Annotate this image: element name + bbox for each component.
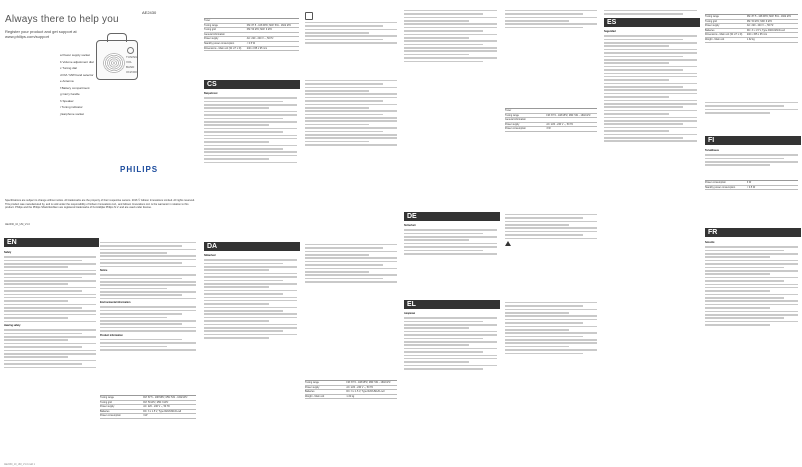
- section-heading: Sikkerhed: [204, 254, 216, 257]
- page-cs-da: [201, 0, 401, 467]
- warning-icon: [505, 241, 511, 246]
- section-heading: Bezpečnost: [204, 92, 218, 95]
- table-row: Tuning range FM: 87.5 - 108 MHz; MW: 531 - 1602 kHz: [705, 15, 798, 20]
- section-heading: Hearing safety: [4, 324, 21, 328]
- table-row: Tuner: [505, 109, 597, 114]
- legend-item: e Antenna: [60, 79, 74, 83]
- table-row: Batteries DC: 3 x 1.5 V, Type R20/UM1/D-cell: [305, 390, 397, 395]
- table-row: Power consumption 3 W: [705, 181, 798, 186]
- table-row: Power consumption 3 W: [100, 414, 196, 419]
- parts-legend: [60, 52, 94, 117]
- lang-bar-cs: CS: [204, 80, 300, 89]
- legend-item: j Earphone socket: [60, 111, 85, 116]
- table-row: Batteries DC: 3 x 1.5 V, Type R20/UM1/D-cell: [705, 29, 798, 34]
- section-heading: Ασφάλεια: [404, 312, 416, 315]
- lang-bar-en: EN: [4, 238, 99, 247]
- lang-bar-el: EL: [404, 300, 500, 309]
- handle-shape: [107, 33, 127, 42]
- en-column-2: [100, 240, 196, 462]
- table-row: Standby power consumption < 0.5 W: [204, 42, 299, 47]
- legend-item: c Tuning dial: [60, 66, 77, 70]
- device-label: BAND: [126, 65, 135, 69]
- page-cover: [0, 0, 201, 467]
- table-row: Tuning grid FM: 50 kHz; MW: 9 kHz: [705, 20, 798, 25]
- cover-title: Always there to help you: [5, 14, 119, 25]
- el-column-2: [505, 300, 597, 460]
- en-spec-table: [100, 395, 196, 419]
- legal-notes: Specifications are subject to change without notice. All trademarks are the property of their respective owners. 2016 © Gibson Innovations Limited. All rights reserved. This product was manufactured by, and is sold under the responsibility of Gibson Innovations Ltd., and Gibson Innovations Ltd. is the warrantor in relation to this product. Philips and the Philips Shield Emblem are registered trademarks of Koninklijke Philips N.V. and are used under license.: [5, 199, 195, 209]
- es-column-1: [604, 29, 697, 461]
- recycle-icon: [305, 12, 313, 20]
- spec-table: [204, 18, 299, 51]
- table-row: Tuning range FM: 87.5 - 108 MHz; MW: 531 - 1602 kHz: [305, 381, 397, 386]
- es-spec-table: [705, 14, 798, 43]
- section-heading: Sicherheit: [404, 224, 416, 227]
- table-row: Tuning grid FM: 50 kHz; MW: 9 kHz: [204, 28, 299, 33]
- cs-column-1: [204, 91, 297, 237]
- section-heading: Sécurité: [705, 241, 715, 244]
- table-row: Dimensions - Main unit (W x H x D) 240 x 155 x 95 mm: [705, 33, 798, 38]
- legend-item: a Power supply socket: [60, 53, 91, 57]
- section-heading: Product information: [100, 333, 123, 337]
- fr-column: [705, 240, 798, 462]
- lang-bar-es: ES: [604, 18, 700, 27]
- section-heading: Notice: [100, 268, 108, 272]
- table-row: Power consumption 3 W: [505, 127, 597, 132]
- device-label: TUNING: [126, 55, 138, 59]
- lang-bar-fi: FI: [705, 136, 801, 145]
- lang-bar-fr: FR: [705, 228, 801, 237]
- radio-illustration: [96, 40, 138, 80]
- table-row: Power supply AC: 220 - 240 V ~, 50 Hz: [705, 24, 798, 29]
- lang-bar-de: DE: [404, 212, 500, 221]
- table-row: Dimensions - Main unit (W x H x D) 240 x 155 x 95 mm: [204, 47, 299, 52]
- brand-logo: PHILIPS: [120, 165, 159, 174]
- footer-text: AE2430_10_UM_V1.0.indd 1: [4, 463, 35, 466]
- section-heading: Seguridad: [604, 30, 616, 33]
- speaker-grill: [103, 53, 125, 73]
- es-top-col: [604, 8, 697, 16]
- table-row: Standby power consumption < 0.5 W: [705, 186, 798, 191]
- table-row: Tuning range FM: 87.5 - 108 MHz; MW: 531 - 1602 kHz: [100, 396, 196, 401]
- da-spec-table: [305, 380, 397, 399]
- de-spec-table: [505, 108, 597, 132]
- legend-item: f Battery compartment: [60, 85, 90, 90]
- da-column-2: [305, 242, 397, 462]
- table-row: General information: [505, 118, 597, 123]
- table-row: Tuner: [204, 19, 299, 24]
- device-label: ON/OFF: [126, 70, 138, 74]
- table-row: General information: [204, 33, 299, 38]
- table-row: Power supply AC: 220 - 240 V ~, 50 Hz: [305, 386, 397, 391]
- et-block: [705, 100, 798, 130]
- de-column-2: [505, 212, 597, 292]
- section-heading: Turvallisuus: [705, 149, 719, 152]
- lang-bar-da: DA: [204, 242, 300, 251]
- table-row: Power supply AC: 220 - 240 V ~, 50 Hz: [505, 123, 597, 128]
- legend-item: i Tuning indicator: [60, 105, 83, 109]
- section-heading: Environmental information: [100, 301, 131, 305]
- table-row: Weight - Main unit 1.32 kg: [705, 38, 798, 43]
- table-row: Batteries DC: 3 x 1.5 V, Type R20/UM1/D-cell: [100, 410, 196, 415]
- section-heading: Safety: [4, 251, 12, 254]
- table-row: Tuning grid FM: 50 kHz; MW: 9 kHz: [100, 401, 196, 406]
- legend-item: h Speaker: [60, 98, 74, 103]
- table-row: Weight - Main unit 1.32 kg: [305, 395, 397, 400]
- da-column-1: [204, 253, 297, 461]
- de-column-1: [404, 223, 497, 293]
- en-column-1: [4, 250, 96, 462]
- table-row: Tuning range FM: 87.5 - 108 MHz; MW: 531 - 1602 kHz: [204, 24, 299, 29]
- de-intro-col: [404, 8, 497, 148]
- et-spec-table: [705, 180, 798, 190]
- page-de-el: [401, 0, 601, 467]
- cs-column-2: [305, 78, 397, 238]
- knob-shape: [127, 47, 134, 54]
- page-es-fi-fr: [601, 0, 802, 467]
- device-label: VOL: [126, 60, 133, 64]
- el-column-1: [404, 311, 497, 461]
- model-number: AE2430: [142, 10, 157, 15]
- table-row: Power supply AC: 220 - 240 V ~, 50 Hz: [100, 405, 196, 410]
- legend-item: b Volume adjustment dial: [60, 59, 94, 64]
- legend-item: d FM / MW band selector: [60, 72, 94, 77]
- fi-column: [705, 148, 798, 176]
- table-row: Power supply AC: 220 - 240 V ~, 50 Hz: [204, 37, 299, 42]
- recycle-section: [305, 12, 397, 72]
- table-row: Tuning range FM: 87.5 - 108 MHz; MW: 531 - 1602 kHz: [505, 114, 597, 119]
- legend-item: g Carry handle: [60, 92, 80, 96]
- document-id: AE2430_10_UM_V1.0: [5, 223, 30, 226]
- de-warn-col: [505, 8, 597, 58]
- cover-subtitle: Register your product and get support at www.philips.com/support: [5, 29, 77, 39]
